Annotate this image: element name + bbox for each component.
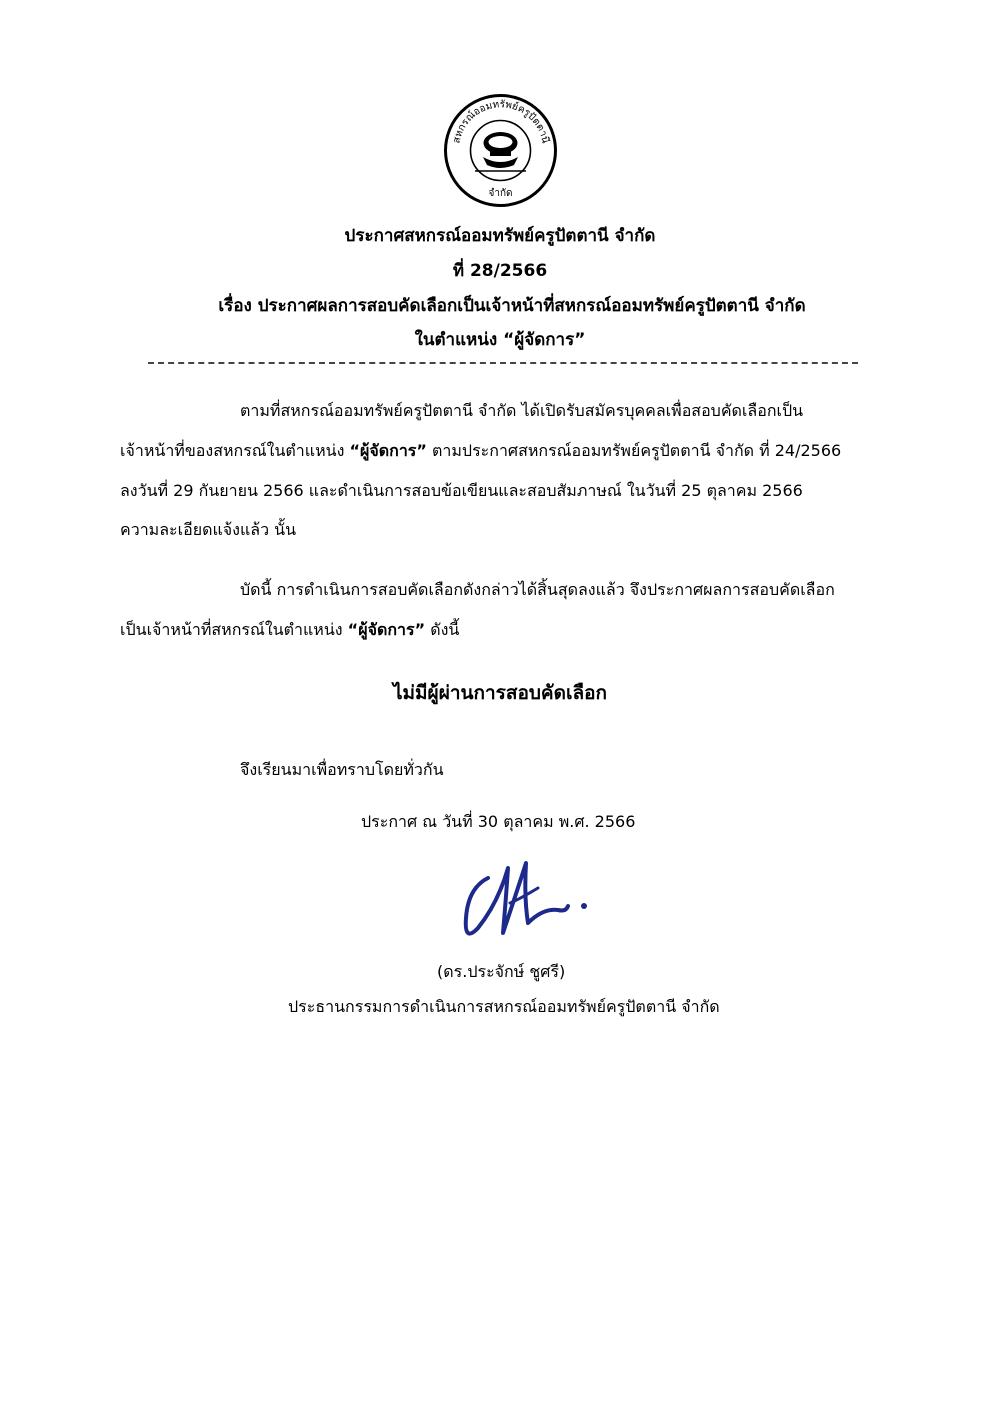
paragraph1-line4: ความละเอียดแจ้งแล้ว นั้น — [120, 520, 297, 539]
closing-text: จึงเรียนมาเพื่อทราบโดยทั่วกัน — [240, 760, 444, 779]
paragraph2-position-bold: “ผู้จัดการ” — [347, 620, 426, 639]
paragraph1-line2-post: ตามประกาศสหกรณ์ออมทรัพย์ครูปัตตานี จำกัด ที่ 24/2566 — [426, 441, 842, 460]
cooperative-seal-logo — [443, 93, 558, 208]
announcement-date: ประกาศ ณ วันที่ 30 ตุลาคม พ.ศ. 2566 — [361, 812, 636, 831]
signature-image — [448, 848, 598, 948]
dashed-divider — [148, 362, 858, 364]
svg-text:จำกัด: จำกัด — [488, 188, 513, 199]
announcement-subject: เรื่อง ประกาศผลการสอบคัดเลือกเป็นเจ้าหน้าที่สหกรณ์ออมทรัพย์ครูปัตตานี จำกัด — [218, 296, 806, 316]
signer-name: (ดร.ประจักษ์ ชูศรี) — [437, 962, 566, 981]
paragraph2-line2 — [120, 613, 459, 647]
paragraph1-line2 — [120, 434, 841, 468]
paragraph1-position-bold: “ผู้จัดการ” — [349, 441, 427, 460]
paragraph2-line1: บัดนี้ การดำเนินการสอบคัดเลือกดังกล่าวได้สิ้นสุดลงแล้ว จึงประกาศผลการสอบคัดเลือก — [240, 580, 835, 599]
paragraph1-line1: ตามที่สหกรณ์ออมทรัพย์ครูปัตตานี จำกัด ได้เปิดรับสมัครบุคคลเพื่อสอบคัดเลือกเป็น — [240, 401, 804, 420]
announcement-title: ประกาศสหกรณ์ออมทรัพย์ครูปัตตานี จำกัด — [344, 226, 656, 246]
position-line: ในตำแหน่ง “ผู้จัดการ” — [414, 330, 586, 350]
announcement-number: ที่ 28/2566 — [452, 261, 548, 281]
result-heading: ไม่มีผู้ผ่านการสอบคัดเลือก — [392, 682, 608, 704]
signer-title: ประธานกรรมการดำเนินการสหกรณ์ออมทรัพย์ครูปัตตานี จำกัด — [288, 997, 720, 1016]
paragraph2-line2-pre: เป็นเจ้าหน้าที่สหกรณ์ในตำแหน่ง — [120, 620, 348, 639]
svg-text:สหกรณ์ออมทรัพย์ครูปัตตานี: สหกรณ์ออมทรัพย์ครูปัตตานี — [451, 99, 551, 145]
paragraph1-line2-pre: เจ้าหน้าที่ของสหกรณ์ในตำแหน่ง — [120, 441, 350, 460]
paragraph1-line3: ลงวันที่ 29 กันยายน 2566 และดำเนินการสอบข้อเขียนและสอบสัมภาษณ์ ในวันที่ 25 ตุลาคม 2566 — [120, 481, 803, 500]
paragraph2-line2-post: ดังนี้ — [425, 620, 460, 639]
